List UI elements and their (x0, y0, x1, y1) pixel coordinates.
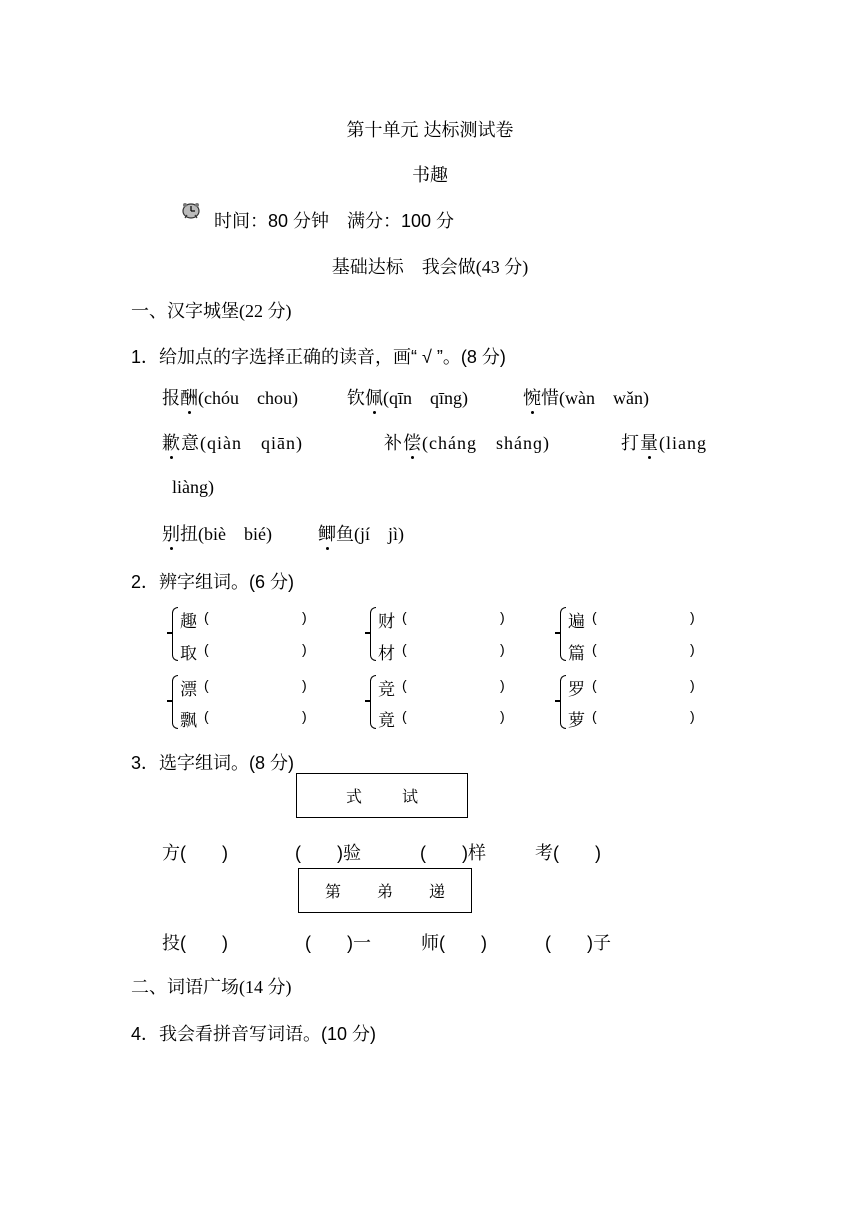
q3-prompt: 3．选字组词。(8 分) (131, 753, 295, 773)
page-title: 第十单元 达标测试卷 (346, 120, 514, 140)
q1-item: 钦佩(qīn qīng) (347, 384, 468, 410)
choice-char: 弟 (376, 882, 393, 901)
q1-item: 歉意(qiàn qiān) (162, 429, 303, 455)
choice-box (298, 868, 472, 913)
fill-blank: ( )样 (420, 843, 486, 863)
choice-char: 试 (402, 787, 419, 806)
part2-heading: 二、词语广场(14 分) (131, 977, 292, 997)
q1-item: 惋惜(wàn wǎn) (523, 384, 649, 410)
q1-prompt: 1．给加点的字选择正确的读音，画“ √ ”。(8 分) (131, 347, 506, 367)
q1-item: 报酬(chóu chou) (162, 384, 298, 410)
fill-blank: ( )一 (305, 933, 371, 953)
section-basic: 基础达标 我会做(43 分) (331, 257, 529, 277)
fill-blank: 考( ) (535, 843, 601, 863)
q1-item: 打量(liang (621, 429, 707, 455)
choice-char: 递 (429, 882, 446, 901)
fill-blank: 投( ) (162, 933, 228, 953)
part1-heading: 一、汉字城堡(22 分) (131, 301, 292, 321)
q1-item: 别扭(biè bié) (162, 520, 272, 546)
q1-item-continued: liàng) (172, 477, 214, 497)
fill-blank: ( )验 (295, 843, 361, 863)
q4-prompt: 4．我会看拼音写词语。(10 分) (131, 1024, 377, 1044)
q1-item: 鲫鱼(jí jì) (318, 520, 404, 546)
choice-char: 式 (345, 787, 362, 806)
choice-box (296, 773, 468, 818)
q1-item: 补偿(cháng shánɡ) (384, 429, 550, 455)
page-subtitle: 书趣 (412, 165, 448, 185)
q2-prompt: 2．辨字组词。(6 分) (131, 572, 295, 592)
choice-char: 第 (324, 882, 341, 901)
fill-blank: ( )子 (545, 933, 611, 953)
time-info: 时间：80 分钟 满分：100 分 (214, 211, 455, 231)
clock-icon (181, 201, 201, 221)
fill-blank: 师( ) (421, 933, 487, 953)
fill-blank: 方( ) (162, 843, 228, 863)
